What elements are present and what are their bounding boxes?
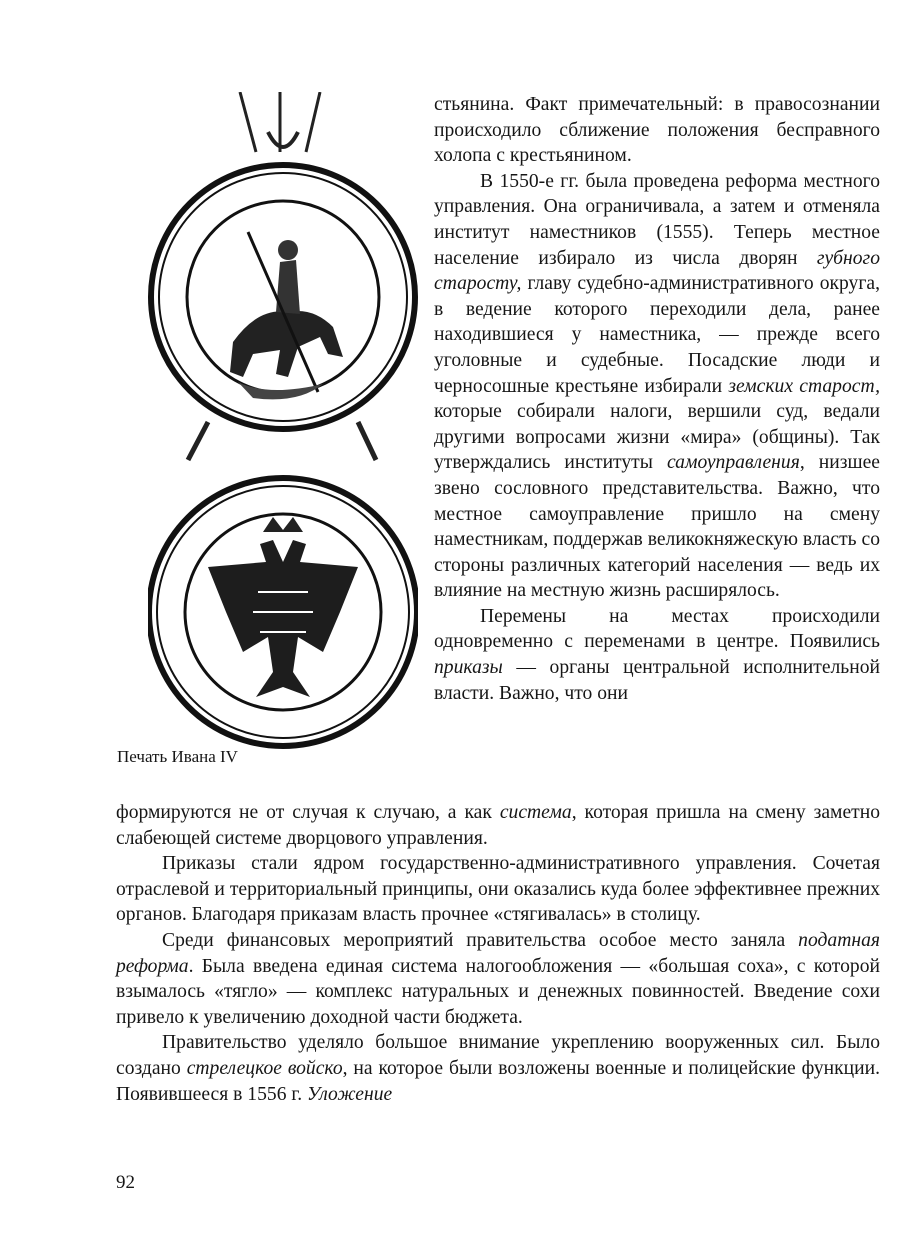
- seal-illustration: [148, 92, 418, 752]
- paragraph: формируются не от случая к случаю, а как система, которая пришла на смену заметно слабеющей системе дворцового управления.: [116, 802, 880, 849]
- illustration-caption: Печать Ивана IV: [117, 747, 238, 766]
- paragraph: Приказы стали ядром государственно-административного управления. Сочетая отраслевой и территориальный принципы, они оказались куда более эффективнее прежних органов. Благодаря приказам власть прочнее «стягивалась» в столицу.: [116, 853, 880, 926]
- body-text: [116, 800, 880, 1107]
- paragraph: Перемены на местах происходили одновременно с переменами в центре. Появились приказы — органы центральной исполнительной власти. Важно, что они: [434, 605, 880, 704]
- page-number: 92: [116, 1172, 135, 1193]
- seal-reverse: [149, 478, 417, 746]
- column-text: [434, 92, 880, 706]
- paragraph: В 1550-е гг. была проведена реформа местного управления. Она ограничивала, а затем и отменяла институт наместников (1555). Теперь местное население избирало из числа дворян губного старосту, главу судебно-административного округа, в ведение которого переходили дела, ранее находившиеся у наместника, — прежде всего уголовные и судебные. Посадские люди и черносошные крестьяне избирали земских старост, которые собирали налоги, вершили суд, ведали другими вопросами жизни «мира» (общины). Так утверждались институты самоуправления, низшее звено сословного представительства. Важно, что местное самоуправление пришло на смену наместникам, поддержав великокняжескую власть со стороны различных категорий населения — ведь их влияние на местную жизнь расширялось.: [434, 170, 880, 602]
- paragraph: Правительство уделяло большое внимание укреплению вооруженных сил. Было создано стрелецкое войско, на которое были возложены военные и полицейские функции. Появившееся в 1556 г. Уложение: [116, 1032, 880, 1105]
- seal-obverse: [151, 165, 415, 429]
- paragraph: стьянина. Факт примечательный: в правосознании происходило сближение положения бесправного холопа с крестьянином.: [434, 94, 880, 167]
- paragraph: Среди финансовых мероприятий правительства особое место заняла податная реформа. Была введена единая система налогообложения — «большая соха», с которой взымалось «тягло» — комплекс натуральных и денежных повинностей. Введение сохи привело к увеличению доходной части бюджета.: [116, 929, 880, 1028]
